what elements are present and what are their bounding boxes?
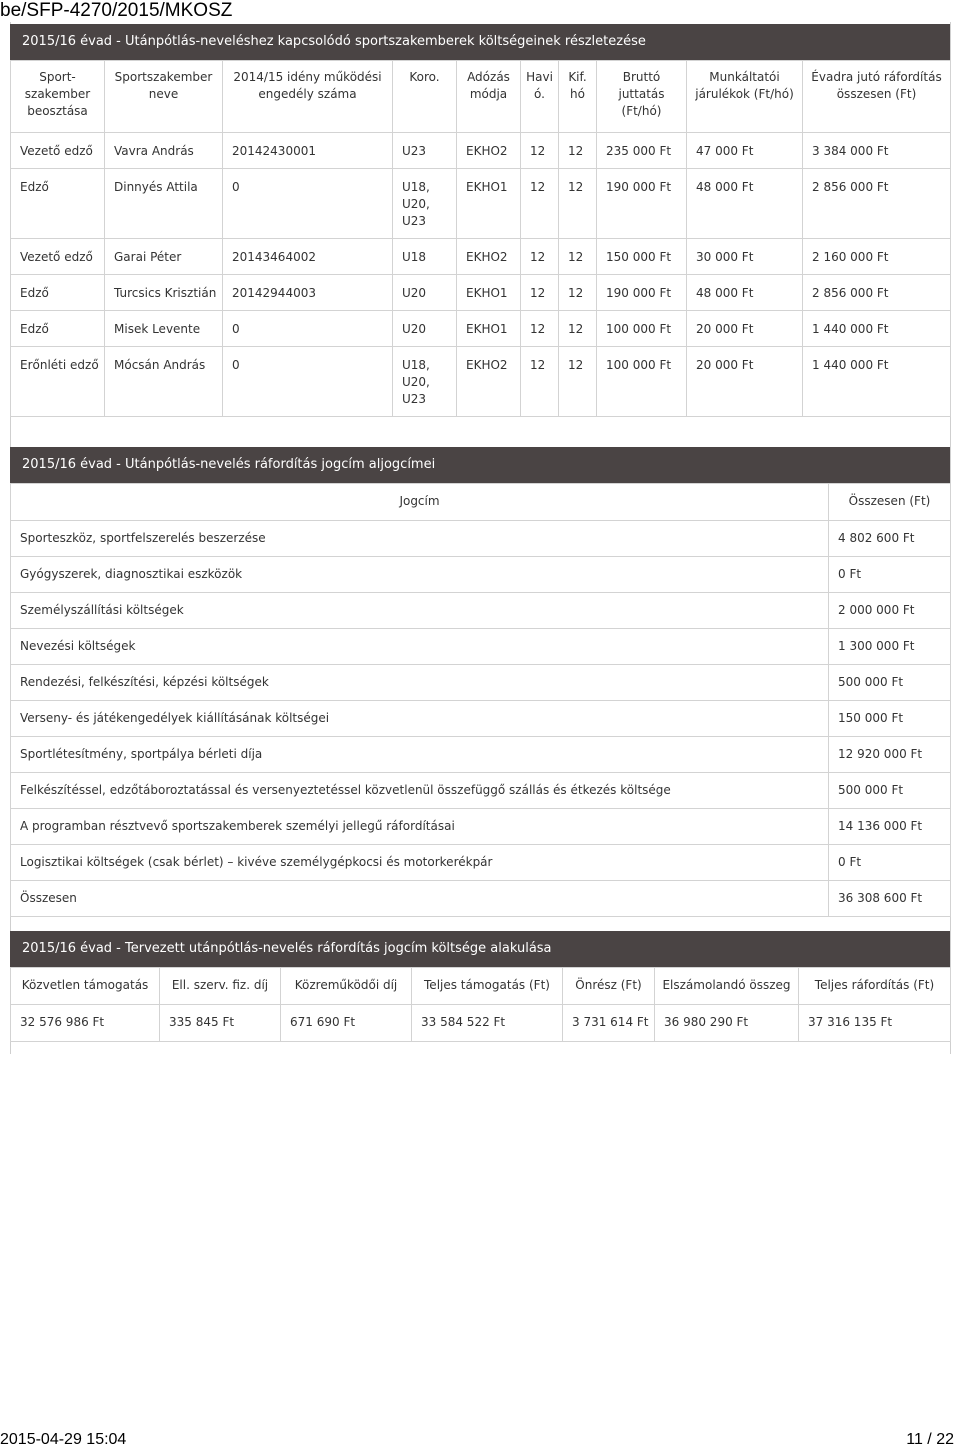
table-cell: 0 — [223, 347, 393, 417]
table-row — [11, 239, 951, 275]
jogcim-amount: 14 136 000 Ft — [829, 809, 951, 845]
table-cell: EKHO1 — [457, 169, 521, 239]
table-cell: 20143464002 — [223, 239, 393, 275]
jogcim-amount: 4 802 600 Ft — [829, 521, 951, 557]
jogcim-label: Logisztikai költségek (csak bérlet) – kivéve személygépkocsi és motorkerékpár — [11, 845, 829, 881]
table-cell: 30 000 Ft — [687, 239, 803, 275]
table-row — [11, 275, 951, 311]
table-cell: Vezető edző — [11, 133, 105, 169]
table-cell: 12 — [521, 169, 559, 239]
document-id: be/SFP-4270/2015/MKOSZ — [0, 0, 233, 21]
table-cell: 12 — [559, 347, 597, 417]
table-cell: 12 — [521, 347, 559, 417]
col-header: Havi ó. — [521, 61, 559, 133]
table-cell: U20 — [393, 275, 457, 311]
table-cell: 190 000 Ft — [597, 169, 687, 239]
jogcim-label: Összesen — [11, 881, 829, 917]
table-cell: 0 — [223, 169, 393, 239]
col-header: Bruttó juttatás (Ft/hó) — [597, 61, 687, 133]
table-row — [11, 311, 951, 347]
planned-table-header — [11, 968, 951, 1005]
table-row — [11, 881, 951, 917]
table-cell: 3 731 614 Ft — [563, 1005, 655, 1042]
table-row — [11, 521, 951, 557]
table-cell: 12 — [521, 239, 559, 275]
table-cell: 20 000 Ft — [687, 347, 803, 417]
col-header: Ell. szerv. fiz. díj — [160, 968, 281, 1005]
table-cell: EKHO1 — [457, 311, 521, 347]
table-cell: 1 440 000 Ft — [803, 347, 951, 417]
table-cell: Erőnléti edző — [11, 347, 105, 417]
table-row — [11, 809, 951, 845]
table-cell: 12 — [521, 133, 559, 169]
table-cell: 12 — [559, 311, 597, 347]
col-header: Munkáltatói járulékok (Ft/hó) — [687, 61, 803, 133]
staff-cost-table — [10, 60, 951, 417]
table-cell: EKHO2 — [457, 347, 521, 417]
table-row — [11, 773, 951, 809]
table-cell: Vezető edző — [11, 239, 105, 275]
col-header-total: Összesen (Ft) — [829, 484, 951, 521]
table-cell: U18, U20, U23 — [393, 347, 457, 417]
jogcim-amount: 1 300 000 Ft — [829, 629, 951, 665]
table-cell: Misek Levente — [105, 311, 223, 347]
table-cell: 37 316 135 Ft — [799, 1005, 951, 1042]
table-cell: 47 000 Ft — [687, 133, 803, 169]
jogcim-amount: 12 920 000 Ft — [829, 737, 951, 773]
expense-category-table — [10, 483, 951, 917]
table-row — [11, 1005, 951, 1042]
table-cell: 12 — [521, 311, 559, 347]
table-cell: EKHO1 — [457, 275, 521, 311]
footer-timestamp: 2015-04-29 15:04 — [0, 1431, 127, 1448]
table-cell: U20 — [393, 311, 457, 347]
table-row — [11, 845, 951, 881]
table-cell: 12 — [521, 275, 559, 311]
table-cell: Edző — [11, 169, 105, 239]
table-row — [11, 701, 951, 737]
table-cell: U18, U20, U23 — [393, 169, 457, 239]
table-cell: 2 856 000 Ft — [803, 275, 951, 311]
table-cell: 1 440 000 Ft — [803, 311, 951, 347]
table-row — [11, 169, 951, 239]
jogcim-amount: 0 Ft — [829, 557, 951, 593]
table-cell: 12 — [559, 169, 597, 239]
section3-title: 2015/16 évad - Tervezett utánpótlás-nevelés ráfordítás jogcím költsége alakulása — [10, 931, 950, 967]
table-cell: Mócsán András — [105, 347, 223, 417]
table-cell: 12 — [559, 275, 597, 311]
jogcim-amount: 500 000 Ft — [829, 665, 951, 701]
col-header: Koro. — [393, 61, 457, 133]
table-cell: Turcsics Krisztián — [105, 275, 223, 311]
table-cell: EKHO2 — [457, 239, 521, 275]
section2-title: 2015/16 évad - Utánpótlás-nevelés ráfordítás jogcím aljogcímei — [10, 447, 950, 483]
table-row — [11, 347, 951, 417]
jogcim-label: Verseny- és játékengedélyek kiállításának költségei — [11, 701, 829, 737]
col-header: Kif. hó — [559, 61, 597, 133]
table-cell: 48 000 Ft — [687, 275, 803, 311]
table-cell: 12 — [559, 239, 597, 275]
col-header: 2014/15 idény működési engedély száma — [223, 61, 393, 133]
col-header: Sportszakember neve — [105, 61, 223, 133]
table-row — [11, 629, 951, 665]
table-cell: 235 000 Ft — [597, 133, 687, 169]
expense-table-header — [11, 484, 951, 521]
table-cell: 32 576 986 Ft — [11, 1005, 160, 1042]
jogcim-amount: 36 308 600 Ft — [829, 881, 951, 917]
table-cell: 12 — [559, 133, 597, 169]
jogcim-label: A programban résztvevő sportszakemberek személyi jellegű ráfordításai — [11, 809, 829, 845]
col-header: Közvetlen támogatás — [11, 968, 160, 1005]
col-header: Teljes ráfordítás (Ft) — [799, 968, 951, 1005]
table-cell: 0 — [223, 311, 393, 347]
table-cell: 20142944003 — [223, 275, 393, 311]
table-cell: 36 980 290 Ft — [655, 1005, 799, 1042]
table-cell: EKHO2 — [457, 133, 521, 169]
jogcim-label: Rendezési, felkészítési, képzési költségek — [11, 665, 829, 701]
jogcim-amount: 2 000 000 Ft — [829, 593, 951, 629]
jogcim-label: Sporteszköz, sportfelszerelés beszerzése — [11, 521, 829, 557]
table-row — [11, 593, 951, 629]
table-cell: 100 000 Ft — [597, 347, 687, 417]
table-cell: 2 856 000 Ft — [803, 169, 951, 239]
table-row — [11, 557, 951, 593]
jogcim-amount: 500 000 Ft — [829, 773, 951, 809]
table-cell: 100 000 Ft — [597, 311, 687, 347]
col-header: Elszámolandó összeg — [655, 968, 799, 1005]
table-cell: 20 000 Ft — [687, 311, 803, 347]
table-row — [11, 665, 951, 701]
table-cell: 2 160 000 Ft — [803, 239, 951, 275]
footer-page-number: 11 / 22 — [906, 1431, 954, 1448]
table-cell: 33 584 522 Ft — [412, 1005, 563, 1042]
table-cell: 190 000 Ft — [597, 275, 687, 311]
col-header: Önrész (Ft) — [563, 968, 655, 1005]
col-header: Adózás módja — [457, 61, 521, 133]
jogcim-amount: 150 000 Ft — [829, 701, 951, 737]
planned-cost-table — [10, 967, 951, 1042]
table-row — [11, 737, 951, 773]
col-header: Teljes támogatás (Ft) — [412, 968, 563, 1005]
table-cell: Dinnyés Attila — [105, 169, 223, 239]
section1-title: 2015/16 évad - Utánpótlás-neveléshez kapcsolódó sportszakemberek költségeinek részletezése — [10, 24, 950, 60]
table-cell: U23 — [393, 133, 457, 169]
table-cell: 671 690 Ft — [281, 1005, 412, 1042]
jogcim-label: Személyszállítási költségek — [11, 593, 829, 629]
table-cell: 3 384 000 Ft — [803, 133, 951, 169]
table-cell: Edző — [11, 275, 105, 311]
table-cell: 20142430001 — [223, 133, 393, 169]
jogcim-label: Gyógyszerek, diagnosztikai eszközök — [11, 557, 829, 593]
col-header-jogcim: Jogcím — [11, 484, 829, 521]
table-cell: Vavra András — [105, 133, 223, 169]
col-header: Évadra jutó ráfordítás összesen (Ft) — [803, 61, 951, 133]
col-header: Sport-szakember beosztása — [11, 61, 105, 133]
table-cell: 335 845 Ft — [160, 1005, 281, 1042]
table-cell: Edző — [11, 311, 105, 347]
jogcim-label: Nevezési költségek — [11, 629, 829, 665]
jogcim-label: Sportlétesítmény, sportpálya bérleti díja — [11, 737, 829, 773]
table-row — [11, 133, 951, 169]
jogcim-amount: 0 Ft — [829, 845, 951, 881]
table-cell: 48 000 Ft — [687, 169, 803, 239]
staff-table-header — [11, 61, 951, 133]
jogcim-label: Felkészítéssel, edzőtáboroztatással és versenyeztetéssel közvetlenül összefüggő szállás és étkezés költsége — [11, 773, 829, 809]
table-cell: U18 — [393, 239, 457, 275]
table-cell: Garai Péter — [105, 239, 223, 275]
col-header: Közreműködői díj — [281, 968, 412, 1005]
table-cell: 150 000 Ft — [597, 239, 687, 275]
